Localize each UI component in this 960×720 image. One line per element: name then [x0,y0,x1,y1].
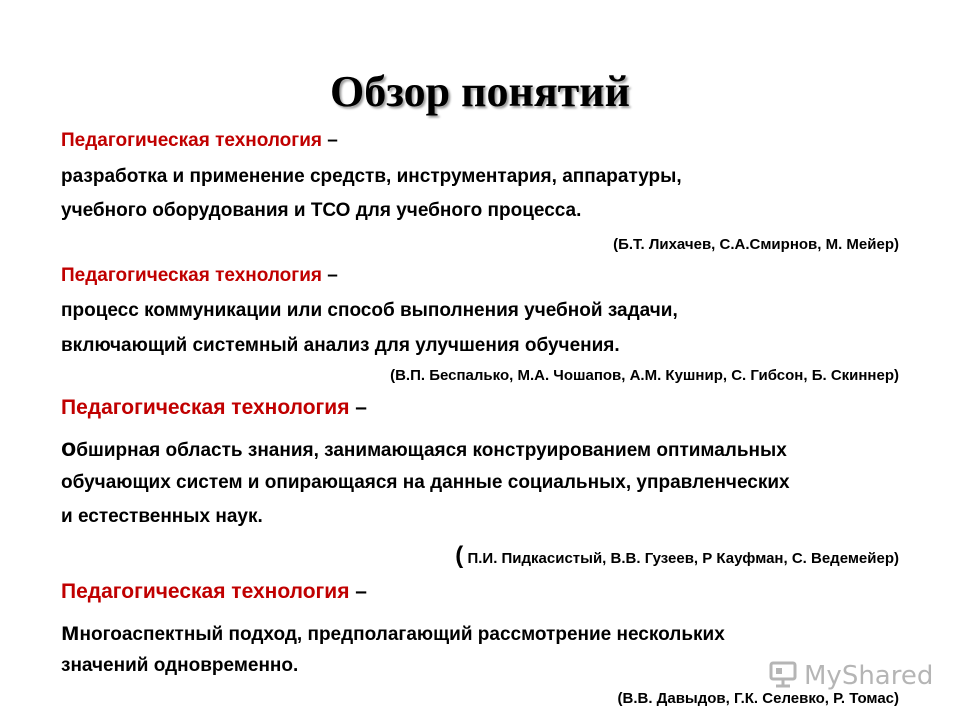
presentation-board-icon [768,659,798,694]
definition-line [61,434,787,463]
definition-line [61,618,725,647]
term-dash: – [349,396,367,419]
term-label: Педагогическая технология [61,580,350,603]
definition-line: и естественных наук. [61,506,263,527]
initial-letter: м [61,618,80,646]
authors-text: П.И. Пидкасистый, В.В. Гузеев, Р Кауфман, С. Ведемейер) [463,550,899,567]
definition-line: разработка и применение средств, инструментария, аппаратуры, [61,166,682,187]
term-dash: – [321,130,338,151]
term-label: Педагогическая технология [61,265,322,286]
authors-citation: (В.В. Давыдов, Г.К. Селевко, Р. Томас) [617,690,899,707]
term-label: Педагогическая технология [61,396,350,419]
term-dash: – [321,265,338,286]
term-heading [61,130,338,152]
definition-text: ногоаспектный подход, предполагающий рассмотрение нескольких [79,624,725,645]
definition-text: бширная область знания, занимающаяся конструированием оптимальных [76,440,787,461]
open-paren: ( [455,542,464,569]
mysharedlogo-watermark [768,658,934,694]
term-dash: – [349,580,367,603]
term-heading [61,265,338,287]
term-label: Педагогическая технология [61,130,322,151]
authors-citation [455,542,899,570]
authors-citation: (В.П. Беспалько, М.А. Чошапов, А.М. Кушнир, С. Гибсон, Б. Скиннер) [390,367,899,384]
term-heading [61,580,367,604]
initial-letter: о [61,434,77,462]
definition-line: обучающих систем и опирающаяся на данные социальных, управленческих [61,472,790,493]
term-heading [61,396,367,420]
watermark-text: MyShared [804,661,934,691]
definition-line: включающий системный анализ для улучшения обучения. [61,335,620,356]
authors-citation: (Б.Т. Лихачев, С.А.Смирнов, М. Мейер) [613,236,899,253]
page-title: Обзор понятий [330,67,630,116]
definition-line: значений одновременно. [61,655,299,676]
definition-line: учебного оборудования и ТСО для учебного процесса. [61,200,582,221]
definition-line: процесс коммуникации или способ выполнения учебной задачи, [61,300,678,321]
